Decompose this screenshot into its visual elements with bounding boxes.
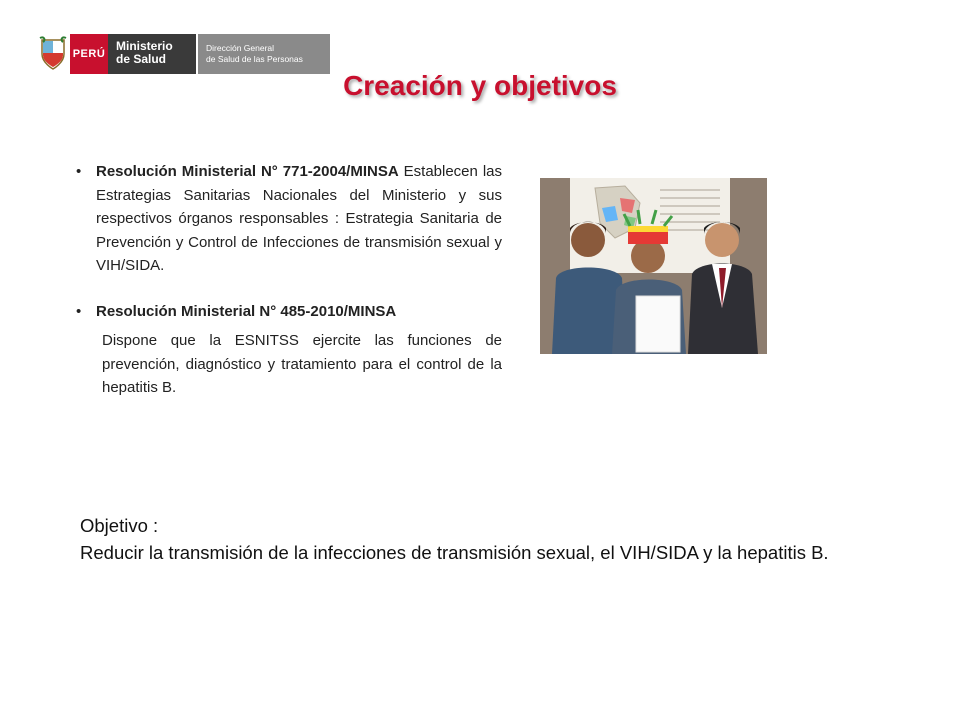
resolution-text: Dispone que la ESNITSS ejercite las funciones de prevención, diagnóstico y tratamiento para el control de la hepatitis B. bbox=[102, 332, 502, 396]
resolution-list bbox=[76, 160, 502, 400]
logo-department-line2: de Salud de las Personas bbox=[206, 54, 303, 64]
bullet-icon: • bbox=[76, 302, 82, 320]
objective-section bbox=[80, 512, 880, 566]
resolution-heading: Resolución Ministerial N° 771-2004/MINSA bbox=[96, 163, 399, 180]
ceremony-photo bbox=[540, 178, 767, 354]
objective-label: Objetivo : bbox=[80, 515, 159, 536]
bullet-icon: • bbox=[76, 163, 82, 180]
resolution-text: Establecen las Estrategias Sanitarias Nacionales del Ministerio y sus respectivos órganos responsables : Estrategia Sanitaria de Prevención y Control de Infecciones de transmisión sexual y VIH/SIDA. bbox=[96, 163, 502, 274]
logo-department-line1: Dirección General bbox=[206, 43, 275, 53]
coat-of-arms-icon bbox=[36, 34, 70, 74]
logo-department bbox=[196, 34, 330, 74]
logo-country: PERÚ bbox=[70, 34, 108, 74]
logo-ministry-line1: Ministerio bbox=[116, 39, 173, 53]
logo-ministry bbox=[108, 34, 196, 74]
page-title: Creación y objetivos bbox=[343, 70, 617, 101]
resolution-heading: Resolución Ministerial N° 485-2010/MINSA bbox=[96, 302, 397, 320]
list-item bbox=[76, 300, 502, 400]
list-item bbox=[76, 160, 502, 278]
logo-ministry-line2: de Salud bbox=[116, 52, 167, 66]
ministry-logo bbox=[36, 34, 330, 74]
resolution-body bbox=[96, 160, 502, 278]
photo-icon bbox=[540, 178, 767, 354]
objective-text: Reducir la transmisión de la infecciones de transmisión sexual, el VIH/SIDA y la hepatitis B. bbox=[80, 542, 829, 563]
